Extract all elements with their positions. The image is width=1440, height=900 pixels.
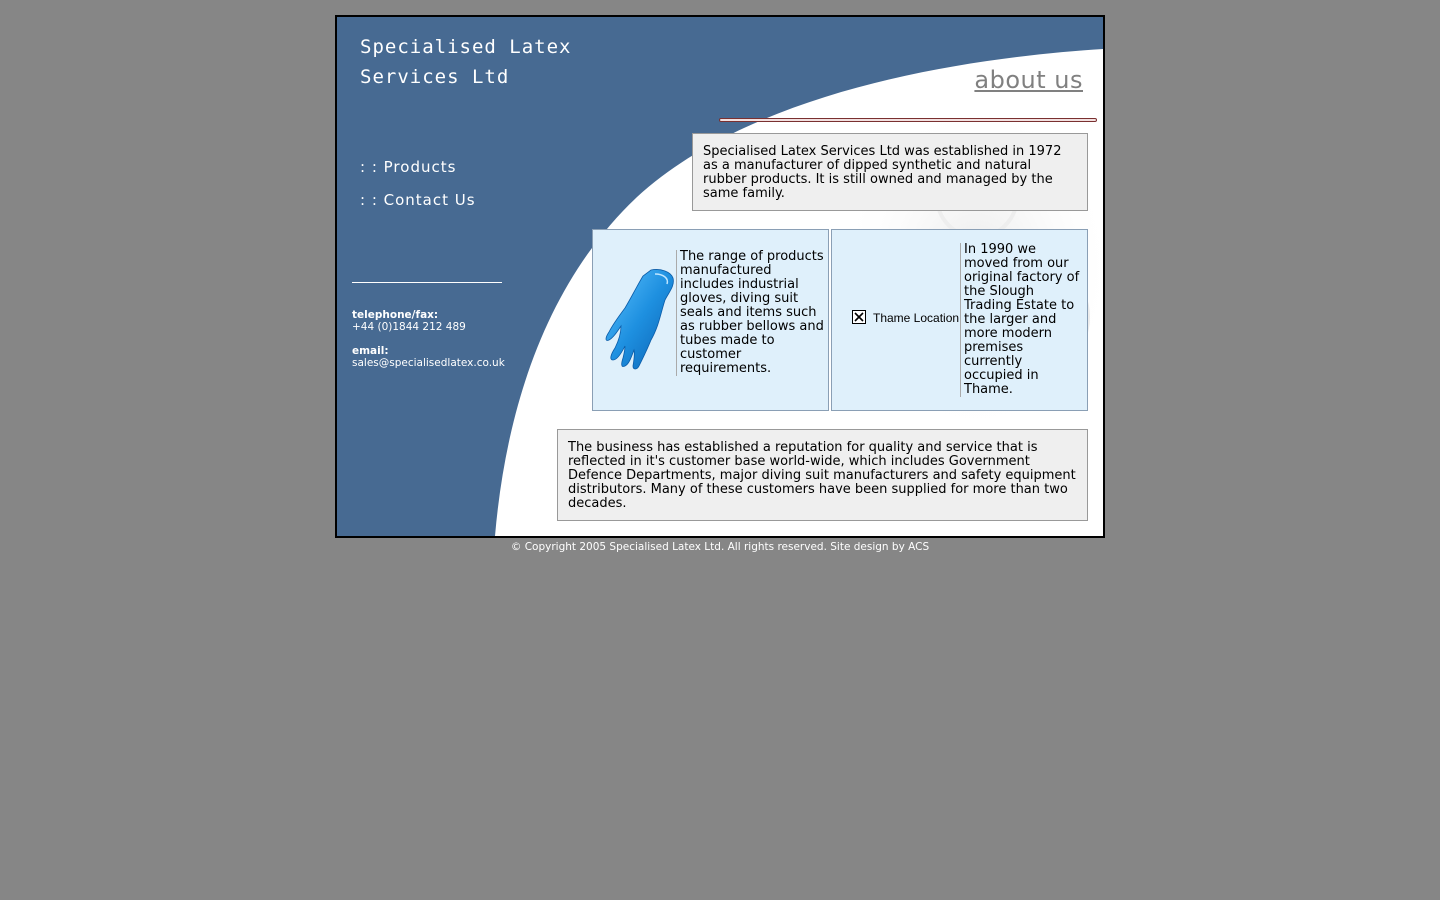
business-text: The business has established a reputation for quality and service that is reflected in it's customer base world-wide, which includes Government Defence Departments, major diving suit manufacturers and safety equipment distributors. Many of these customers have been supplied for more than two decades. bbox=[568, 440, 1076, 511]
nav-link-products[interactable]: : : Products bbox=[360, 158, 457, 176]
footer-copyright: © Copyright 2005 Specialised Latex Ltd. All rights reserved. Site design by ACS bbox=[510, 541, 930, 553]
sidebar-divider bbox=[352, 282, 502, 283]
phone-value: +44 (0)1844 212 489 bbox=[352, 321, 466, 333]
email-label: email: bbox=[352, 345, 389, 357]
heading-divider bbox=[719, 118, 1097, 122]
site-title-line-1: Specialised Latex bbox=[360, 36, 572, 58]
page-heading: about us bbox=[974, 66, 1083, 94]
glove-image bbox=[603, 266, 677, 374]
thame-location-alt-text: Thame Location bbox=[873, 311, 960, 325]
email-link[interactable]: sales@specialisedlatex.co.uk bbox=[352, 357, 505, 369]
products-text: The range of products manufactured includes industrial gloves, diving suit seals and items such as rubber bellows and tubes made to customer requirements. bbox=[676, 250, 824, 376]
contact-details bbox=[352, 309, 505, 369]
site-frame bbox=[335, 15, 1105, 538]
site-title-line-2: Services Ltd bbox=[360, 66, 510, 88]
intro-text-box bbox=[692, 133, 1088, 211]
location-text: In 1990 we moved from our original factory of the Slough Trading Estate to the larger and more modern premises currently occupied in Thame. bbox=[960, 243, 1082, 397]
products-box bbox=[592, 229, 829, 411]
thame-location-image bbox=[852, 310, 962, 328]
intro-text: Specialised Latex Services Ltd was established in 1972 as a manufacturer of dipped synthetic and natural rubber products. It is still owned and managed by the same family. bbox=[703, 144, 1062, 201]
location-box bbox=[831, 229, 1088, 411]
broken-image-icon bbox=[852, 310, 866, 324]
business-text-box bbox=[557, 429, 1088, 521]
site-title bbox=[360, 32, 571, 92]
nav-link-contact-us[interactable]: : : Contact Us bbox=[360, 191, 476, 209]
glove-icon bbox=[603, 266, 677, 374]
phone-label: telephone/fax: bbox=[352, 309, 439, 321]
main-navigation bbox=[360, 154, 476, 220]
